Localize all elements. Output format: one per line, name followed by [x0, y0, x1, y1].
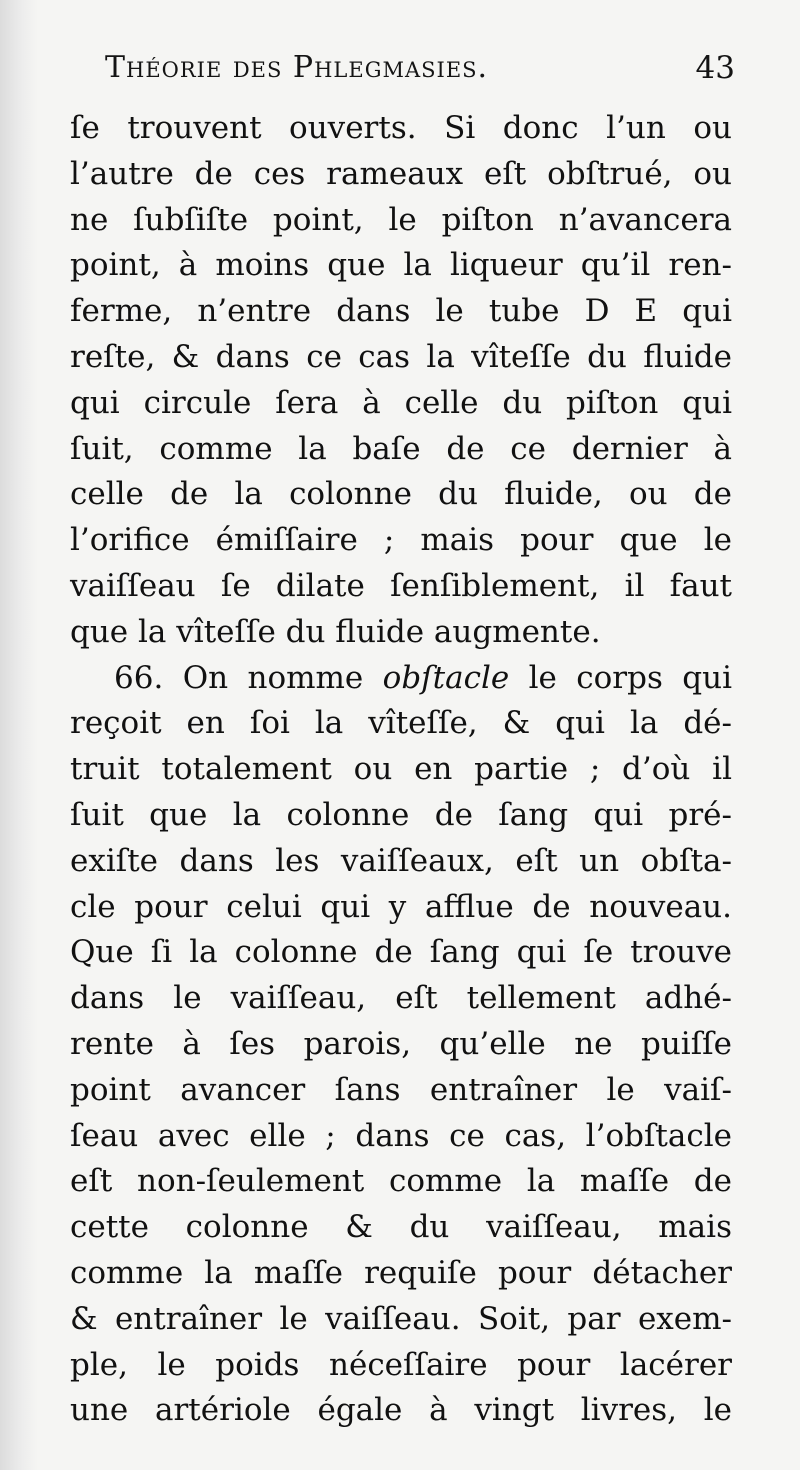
text-line: ple, le poids néceſſaire pour lacérer [70, 1346, 732, 1383]
text-line: cette colonne & du vaiſſeau, mais [70, 1209, 732, 1246]
text-line: l’autre de ces rameaux eſt obſtrué, ou [70, 155, 732, 192]
page-gutter-shadow [0, 0, 38, 1470]
text-line: qui circule ſera à celle du piſton qui [70, 384, 732, 421]
text-line: reſte, & dans ce cas la vîteſſe du fluide [70, 338, 732, 375]
page-header [105, 50, 735, 102]
text-line: comme la maſſe requiſe pour détacher [70, 1254, 732, 1291]
text-line: ne ſubſiſte point, le piſton n’avancera [70, 201, 732, 238]
page-number: 43 [695, 50, 735, 86]
text-line: ſe trouvent ouverts. Si donc l’un ou [70, 110, 732, 146]
text-line: ſuit, comme la baſe de ce dernier à [70, 430, 732, 467]
text-line: rente à ſes parois, qu’elle ne puiſſe [70, 1025, 732, 1062]
paragraph-start-line [70, 656, 732, 702]
italic-term: obſtacle [382, 659, 510, 696]
text-line: l’orifice émiſſaire ; mais pour que le [70, 522, 732, 559]
paragraph-number-text: 66. On nomme [114, 659, 383, 696]
text-line: ſeau avec elle ; dans ce cas, l’obſtacle [70, 1117, 732, 1154]
text-line: point, à moins que la liqueur qu’il ren- [70, 247, 732, 284]
text-line: ferme, n’entre dans le tube D E qui [70, 293, 732, 330]
text-line: eſt non-ſeulement comme la maſſe de [70, 1163, 732, 1200]
text-line: une artériole égale à vingt livres, le [70, 1392, 732, 1429]
text-line: cle pour celui qui y afflue de nouveau. [70, 888, 732, 925]
text-line: celle de la colonne du fluide, ou de [70, 476, 732, 513]
text-line: point avancer ſans entraîner le vaiſ- [70, 1071, 732, 1108]
text-line: Que ſi la colonne de ſang qui ſe trouve [70, 934, 732, 971]
text-line: vaiſſeau ſe dilate ſenſiblement, il faut [70, 567, 732, 604]
paragraph-line-ending: le corps qui [509, 659, 732, 696]
text-line: ſuit que la colonne de ſang qui pré- [70, 796, 732, 833]
text-line: truit totalement ou en partie ; d’où il [70, 751, 732, 788]
text-line: reçoit en ſoi la vîteſſe, & qui la dé- [70, 705, 732, 742]
text-line: & entraîner le vaiſſeau. Soit, par exem- [70, 1300, 732, 1337]
text-line: que la vîteſſe du fluide augmente. [70, 613, 601, 650]
text-line: dans le vaiſſeau, eſt tellement adhé- [70, 980, 732, 1017]
running-title: Théorie des Phlegmasies. [105, 50, 489, 85]
body-text [70, 106, 732, 1434]
text-line: exiſte dans les vaiſſeaux, eſt un obſta- [70, 842, 732, 879]
